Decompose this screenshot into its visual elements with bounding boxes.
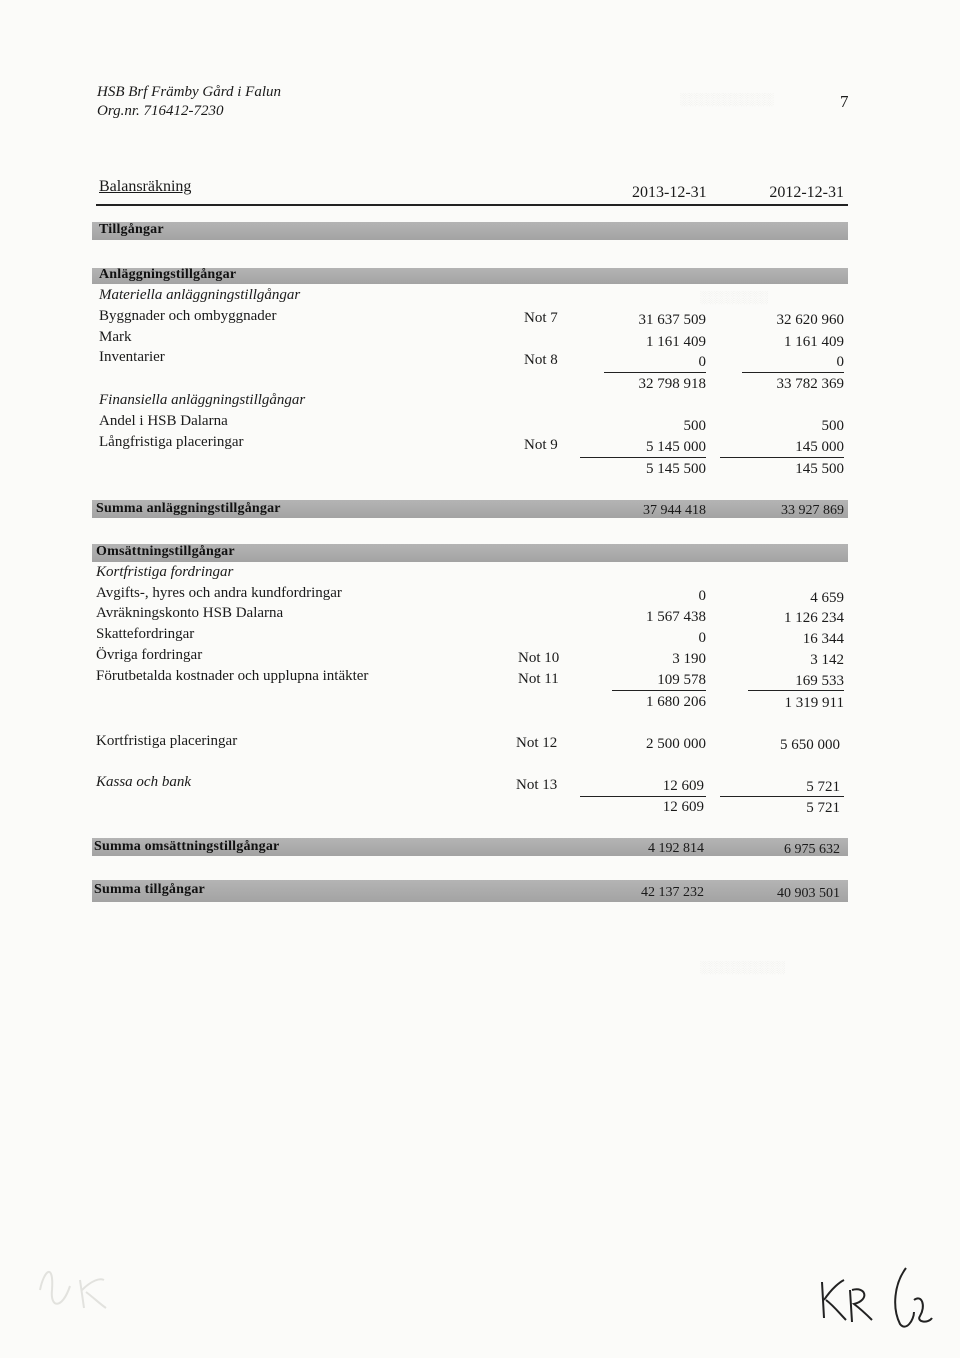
value-2013: 3 190 — [672, 651, 706, 667]
sum-rule — [742, 372, 844, 373]
value-2013: 12 609 — [662, 778, 704, 794]
value-2013: 2 500 000 — [646, 736, 706, 752]
row-label: Övriga fordringar — [96, 647, 203, 663]
handwritten-initials-signature — [810, 1260, 950, 1340]
subtotal-2013: 5 145 500 — [646, 461, 706, 477]
row-label: Skattefordringar — [96, 626, 195, 642]
show-through-text: ░░░░░░░░░░ — [700, 960, 786, 974]
sum-rule — [720, 457, 844, 458]
column-header-2012: 2012-12-31 — [769, 184, 844, 201]
total-band-tillgangar — [92, 880, 848, 902]
section-label-anlaggning: Anläggningstillgångar — [99, 267, 237, 282]
row-label: Förutbetalda kostnader och upplupna intäkter — [96, 668, 369, 684]
value-2012: 5 650 000 — [780, 737, 840, 753]
subtotal-2013: 12 609 — [662, 799, 704, 815]
show-through-text: ░░░░░░░░░░░ — [680, 92, 774, 106]
org-name: HSB Brf Främby Gård i Falun — [97, 84, 282, 100]
total-2013: 42 137 232 — [641, 885, 704, 900]
subtotal-2012: 145 500 — [795, 461, 844, 477]
value-2012: 5 721 — [806, 779, 840, 795]
value-2013: 0 — [698, 354, 706, 370]
sum-rule — [748, 690, 844, 691]
total-2013: 37 944 418 — [643, 503, 706, 518]
subsection-materiella: Materiella anläggningstillgångar — [99, 287, 301, 303]
row-note: Not 7 — [524, 310, 558, 326]
show-through-text: ░░░░░░░░ — [700, 290, 769, 304]
subtotal-2013: 1 680 206 — [646, 694, 706, 710]
row-note: Not 11 — [518, 671, 559, 687]
value-2013: 0 — [698, 588, 706, 604]
sum-rule — [580, 796, 706, 797]
row-label: Långfristiga placeringar — [99, 434, 244, 450]
row-label: Andel i HSB Dalarna — [99, 413, 228, 429]
row-note: Not 12 — [516, 735, 558, 751]
total-2012: 6 975 632 — [784, 842, 840, 857]
row-note: Not 9 — [524, 437, 558, 453]
value-2013: 31 637 509 — [638, 312, 706, 328]
value-2012: 1 126 234 — [784, 610, 844, 626]
value-2012: 1 161 409 — [784, 334, 844, 350]
row-label: Avräkningskonto HSB Dalarna — [96, 605, 284, 621]
value-2013: 5 145 000 — [646, 439, 706, 455]
subtotal-2012: 1 319 911 — [784, 695, 844, 711]
total-2013: 4 192 814 — [648, 841, 704, 856]
section-label-omsattning: Omsättningstillgångar — [96, 544, 235, 559]
section-band-tillgangar — [92, 222, 848, 240]
sum-rule — [612, 690, 706, 691]
row-note: Not 10 — [518, 650, 560, 666]
sum-rule — [604, 372, 706, 373]
column-header-2013: 2013-12-31 — [632, 184, 707, 201]
page-number: 7 — [840, 92, 849, 111]
row-label: Byggnader och ombyggnader — [99, 308, 277, 324]
subsection-kortfristiga-fordringar: Kortfristiga fordringar — [96, 564, 234, 580]
sum-rule — [720, 796, 844, 797]
org-number: Org.nr. 716412-7230 — [97, 103, 224, 119]
total-label: Summa anläggningstillgångar — [96, 501, 281, 516]
total-label: Summa omsättningstillgångar — [94, 839, 280, 854]
row-label: Kassa och bank — [96, 774, 191, 790]
section-label-tillgangar: Tillgångar — [99, 222, 164, 237]
total-label: Summa tillgångar — [94, 882, 205, 897]
value-2012: 145 000 — [795, 439, 844, 455]
row-label: Inventarier — [99, 349, 165, 365]
value-2013: 0 — [698, 630, 706, 646]
total-2012: 33 927 869 — [781, 503, 844, 518]
value-2012: 0 — [836, 354, 844, 370]
subtotal-2013: 32 798 918 — [638, 376, 706, 392]
row-label: Avgifts-, hyres och andra kundfordringar — [96, 585, 342, 601]
value-2012: 3 142 — [810, 652, 844, 668]
row-note: Not 13 — [516, 777, 558, 793]
subtotal-2012: 5 721 — [806, 800, 840, 816]
value-2013: 500 — [683, 418, 706, 434]
row-note: Not 8 — [524, 352, 558, 368]
value-2013: 1 161 409 — [646, 334, 706, 350]
value-2012: 16 344 — [802, 631, 844, 647]
page-title: Balansräkning — [99, 178, 192, 195]
value-2013: 1 567 438 — [646, 609, 706, 625]
faint-show-through-signature — [30, 1250, 140, 1320]
subsection-finansiella: Finansiella anläggningstillgångar — [99, 392, 306, 408]
value-2012: 32 620 960 — [776, 312, 844, 328]
value-2012: 4 659 — [810, 590, 844, 606]
subtotal-2012: 33 782 369 — [776, 376, 844, 392]
value-2012: 169 533 — [795, 673, 844, 689]
row-label: Kortfristiga placeringar — [96, 733, 238, 749]
value-2013: 109 578 — [657, 672, 706, 688]
sum-rule — [580, 457, 706, 458]
value-2012: 500 — [821, 418, 844, 434]
row-label: Mark — [99, 329, 132, 345]
title-rule — [96, 204, 848, 206]
total-2012: 40 903 501 — [777, 886, 840, 901]
